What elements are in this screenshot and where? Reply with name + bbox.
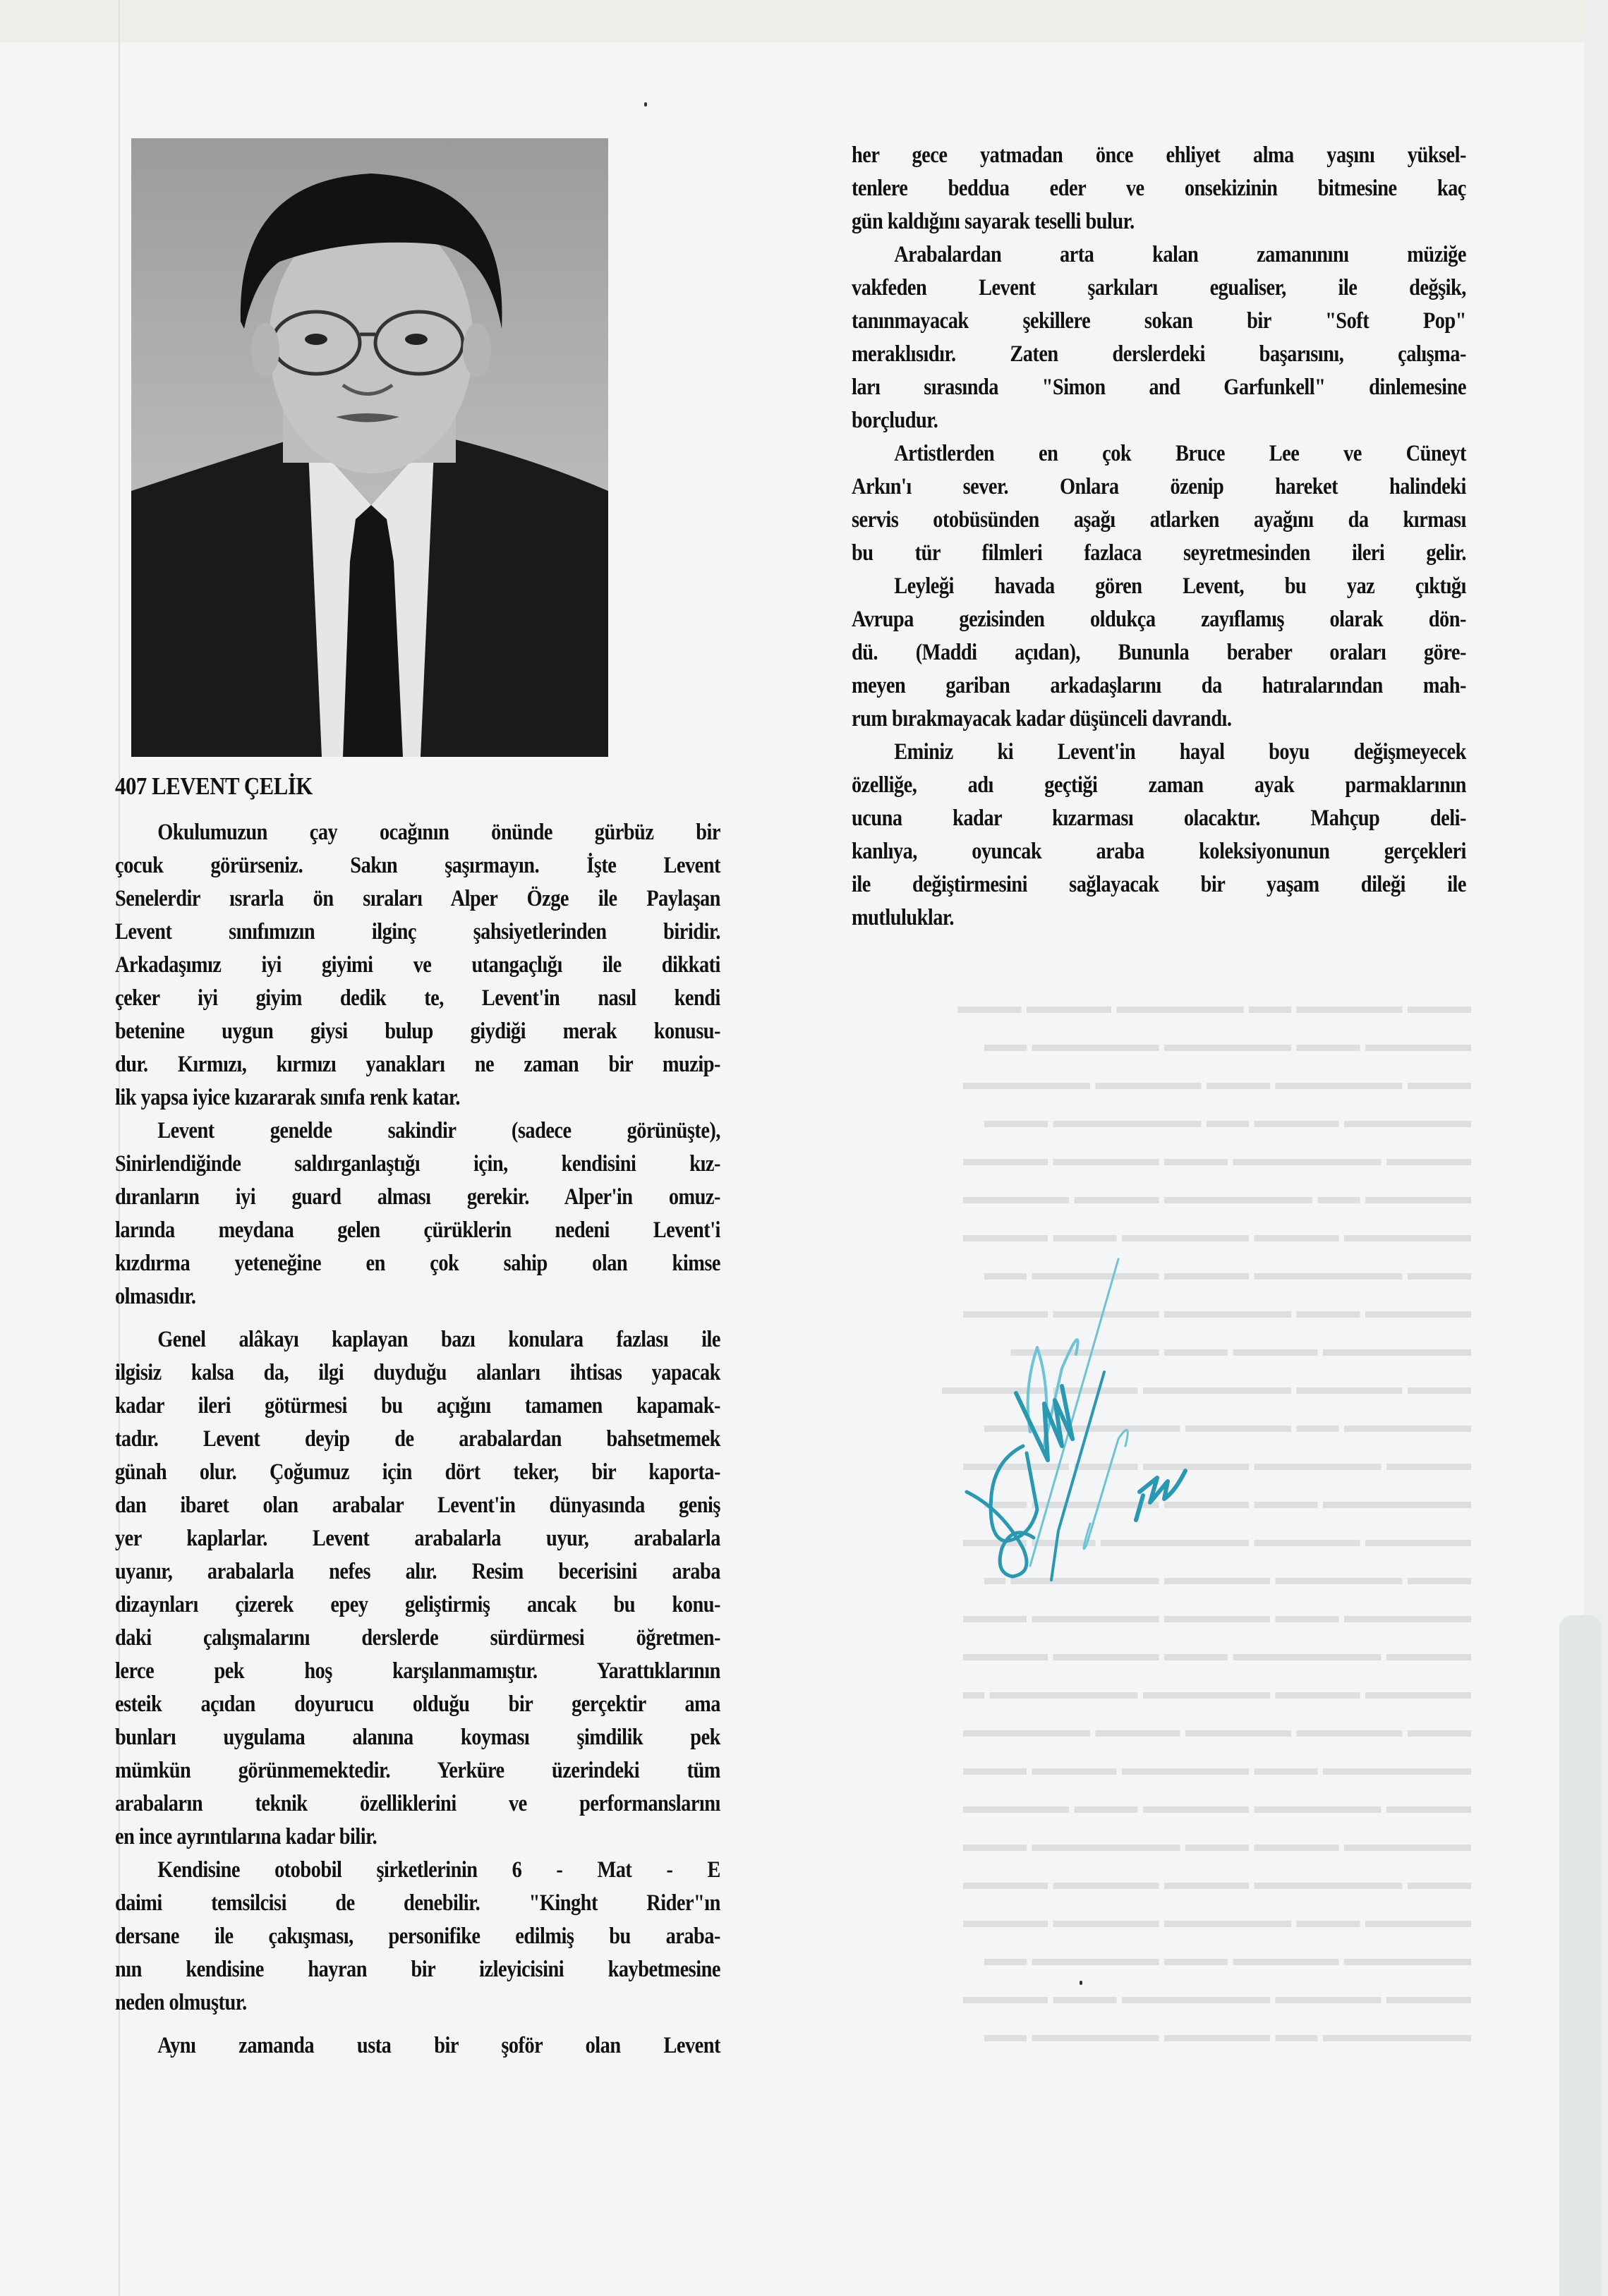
text-line: Levent genelde sakindir (sadece görünüşte), (157, 1118, 720, 1143)
text-line: Leyleği havada gören Levent, bu yaz çıktığı (894, 573, 1466, 599)
text-line: tadır. Levent deyip de arabalardan bahsetmemek (115, 1426, 720, 1452)
text-line: en ince ayrıntılarına kadar bilir. (115, 1824, 377, 1849)
signature-stroke (1084, 1430, 1128, 1549)
text-line: ilgisiz kalsa da, ilgi duyduğu alanları ihtisas yapacak (115, 1360, 720, 1385)
text-line: borçludur. (852, 408, 938, 433)
text-line: servis otobüsünden aşağı atlarken ayağını da kırması (852, 507, 1466, 533)
paragraph-gap (115, 2019, 722, 2029)
text-line: mümkün görünmemektedir. Yerküre üzerindeki tüm (115, 1758, 720, 1783)
text-line: özelliğe, adı geçtiği zaman ayak parmaklarının (852, 772, 1466, 798)
text-line: lerce pek hoş karşılanmamıştır. Yarattıklarının (115, 1658, 720, 1684)
signature-stroke (1136, 1471, 1185, 1520)
text-line: Sinirlendiğinde saldırganlaştığı için, kendisini kız- (115, 1151, 720, 1177)
text-line: Arabalardan arta kalan zamanınını müziğe (894, 242, 1466, 267)
text-line: Artistlerden en çok Bruce Lee ve Cüneyt (894, 441, 1466, 466)
text-line: arabaların teknik özelliklerini ve performanslarını (115, 1791, 720, 1816)
text-line: kızdırma yeteneğine en çok sahip olan kimse (115, 1251, 720, 1276)
text-line: vakfeden Levent şarkıları egualiser, ile değşik, (852, 275, 1466, 300)
text-line: dur. Kırmızı, kırmızı yanakları ne zaman bir muzip- (115, 1052, 720, 1077)
text-line: nın kendisine hayran bir izleyicisini kaybetmesine (115, 1957, 720, 1982)
text-line: meyen gariban arkadaşlarını da hatıralarından mah- (852, 673, 1466, 698)
text-line: lik yapsa iyice kızararak sınıfa renk katar. (115, 1085, 460, 1110)
text-line: Aynı zamanda usta bir şoför olan Levent (157, 2033, 720, 2058)
text-line: dıranların iyi guard alması gerekir. Alper'in omuz- (115, 1184, 720, 1210)
text-line: meraklısıdır. Zaten derslerdeki başarısını, çalışma- (852, 341, 1466, 367)
text-line: Okulumuzun çay ocağının önünde gürbüz bir (157, 820, 720, 845)
text-line: rum bırakmayacak kadar düşünceli davrandı. (852, 706, 1232, 731)
text-line: Arkadaşımız iyi giyimi ve utangaçlığı ile dikkati (115, 952, 720, 978)
handwritten-signature (938, 1227, 1249, 1594)
text-line: çocuk görürseniz. Sakın şaşırmayın. İşte Levent (115, 853, 720, 878)
text-line: günah olur. Çoğumuz için dört teker, bir kaporta- (115, 1459, 720, 1485)
text-line: gün kaldığını sayarak teselli bulur. (852, 209, 1135, 234)
text-line: mutluluklar. (852, 905, 954, 930)
text-line: Senelerdir ısrarla ön sıraları Alper Özge ile Paylaşan (115, 886, 720, 911)
page-top-tint (0, 0, 1608, 42)
text-line: Arkın'ı sever. Onlara özenip hareket halindeki (852, 474, 1466, 499)
portrait-illustration (131, 138, 608, 757)
text-line: ucuna kadar kızarması olacaktır. Mahçup deli- (852, 806, 1466, 831)
text-line: bu tür filmleri fazlaca seyretmesinden ileri gelir. (852, 540, 1466, 566)
show-through-text: ▬▬▬ ▬▬▬▬▬ ▬▬ ▬▬▬▬▬▬ ▬▬▬▬ ▬▬▬ ▬▬▬▬▬ ▬▬▬ ▬▬▬▬▬▬ ▬▬▬▬▬▬ ▬▬ ▬▬▬ ▬▬▬▬▬▬ ▬▬▬ ▬▬▬▬▬ ▬▬▬▬▬▬ ▬▬▬▬▬▬ ▬▬▬▬ ▬▬ ▬▬▬▬▬▬▬ ▬▬▬ ▬▬▬▬ ▬▬▬▬▬▬▬ ▬▬▬ ▬▬▬▬▬ ▬▬▬▬ ▬▬▬▬▬ ▬▬ ▬▬▬▬▬▬▬ ▬▬▬▬ ▬▬▬▬▬ ▬▬▬▬▬▬ ▬▬▬▬ ▬▬▬▬▬▬ ▬▬▬ ▬▬▬▬ ▬▬▬ ▬▬▬▬▬▬▬ ▬▬▬▬ ▬▬▬▬▬▬ ▬▬ ▬▬▬▬▬ ▬▬▬ ▬▬▬▬▬▬ ▬▬▬▬▬ ▬▬▬▬ ▬▬▬▬▬▬▬ ▬▬▬▬ ▬▬▬ ▬▬▬▬▬▬▬ ▬▬▬ ▬▬▬▬▬ ▬▬▬▬▬▬▬ ▬▬▬▬ ▬▬▬▬▬ ▬▬▬▬▬▬ ▬▬ ▬▬▬▬▬ ▬▬▬▬▬▬ ▬▬▬ ▬▬▬▬ ▬▬▬▬▬▬ ▬▬▬▬▬ ▬▬▬ ▬▬▬▬▬ ▬▬▬▬▬▬▬ ▬▬▬ ▬▬▬▬ ▬▬▬▬▬▬ ▬▬ ▬▬▬▬▬ ▬▬▬▬▬ ▬▬▬▬▬▬▬ ▬▬▬ ▬▬▬ ▬▬▬ ▬▬▬▬▬▬ ▬▬▬▬▬ ▬▬▬▬▬▬▬ ▬ ▬▬▬▬▬▬ ▬▬▬ ▬▬▬▬▬ ▬▬▬▬▬▬ ▬▬▬ ▬▬▬▬ ▬▬▬▬▬▬▬ ▬▬▬ ▬▬▬▬▬ ▬▬▬▬ ▬▬▬▬▬ ▬▬▬▬ ▬▬▬▬▬▬ ▬▬▬▬▬▬▬ ▬ ▬▬▬ ▬▬▬▬▬ ▬▬▬▬▬ ▬▬▬▬ ▬▬▬▬▬▬ ▬▬▬▬▬▬▬ ▬▬▬ ▬▬▬▬▬▬ ▬▬▬▬ ▬▬▬ ▬▬▬▬ ▬▬▬▬▬▬ ▬▬▬▬▬ ▬▬▬ ▬▬▬▬▬ ▬▬▬▬▬▬ ▬▬▬▬ ▬▬▬ ▬▬▬▬▬▬▬ ▬▬▬ ▬▬▬ ▬▬▬▬▬▬▬ ▬▬▬▬ ▬▬▬▬▬ ▬▬▬▬ ▬▬▬▬▬ ▬▬▬ ▬▬▬▬▬▬ ▬▬▬▬▬ ▬▬▬▬ ▬▬▬▬▬▬ ▬▬▬▬▬ ▬▬▬ ▬▬▬▬▬▬ ▬▬ ▬▬▬▬ ▬▬▬▬▬ ▬▬▬▬▬▬▬ ▬▬▬ ▬▬▬▬ ▬▬▬▬▬▬▬ ▬▬ ▬▬▬▬▬ ▬▬▬▬▬▬ ▬▬ (942, 995, 1471, 2046)
text-line: bunları uygulama alanına koyması şimdilik pek (115, 1725, 720, 1750)
text-line: dü. (Maddi açıdan), Bununla beraber oraları göre- (852, 640, 1466, 665)
text-line: dan ibaret olan arabalar Levent'in dünyasında geniş (115, 1493, 720, 1518)
signature-stroke (967, 1492, 1034, 1577)
paragraph-gap (115, 1313, 722, 1323)
text-line: larında meydana gelen çürüklerin nedeni Levent'i (115, 1217, 720, 1243)
text-line: kadar ileri götürmesi bu açığını tamamen kapamak- (115, 1393, 720, 1419)
text-line: Eminiz ki Levent'in hayal boyu değişmeyecek (894, 739, 1466, 765)
text-line: olmasıdır. (115, 1284, 196, 1309)
portrait-photo (131, 138, 608, 757)
text-line: dizaynları çizerek epey geliştirmiş ancak bu konu- (115, 1592, 720, 1617)
text-line: uyanır, arabalarla nefes alır. Resim becerisini araba (115, 1559, 720, 1584)
text-line: çeker iyi giyim dedik te, Levent'in nasıl kendi (115, 985, 720, 1011)
text-line: daimi temsilcisi de denebilir. "Kinght Rider"ın (115, 1890, 720, 1916)
text-line: Avrupa gezisinden oldukça zayıflamış olarak dön- (852, 607, 1466, 632)
text-line: neden olmuştur. (115, 1990, 247, 2015)
binder-strip (1559, 1615, 1602, 2296)
text-line: esteik açıdan doyurucu olduğu bir gerçektir ama (115, 1691, 720, 1717)
right-column-text (852, 139, 1468, 935)
text-line: ile değiştirmesini sağlayacak bir yaşam dileği ile (852, 872, 1466, 897)
text-line: daki çalışmalarını derslerde sürdürmesi öğretmen- (115, 1625, 720, 1651)
text-line: her gece yatmadan önce ehliyet alma yaşını yüksel- (852, 142, 1466, 168)
speck (644, 102, 647, 107)
signature-stroke (991, 1446, 1037, 1541)
left-column-text (115, 816, 722, 2063)
text-line: yer kaplarlar. Levent arabalarla uyur, arabalarla (115, 1526, 720, 1551)
text-line: Levent sınıfımızın ilginç şahsiyetlerinden biridir. (115, 919, 720, 944)
student-name-heading: 407 LEVENT ÇELİK (115, 772, 313, 800)
text-line: Kendisine otobobil şirketlerinin 6 - Mat - E (157, 1857, 720, 1883)
text-line: betenine uygun giysi bulup giydiği merak konusu- (115, 1019, 720, 1044)
text-line: tanınmayacak şekillere sokan bir "Soft Pop" (852, 308, 1466, 334)
text-line: Genel alâkayı kaplayan bazı konulara fazlası ile (157, 1327, 720, 1352)
text-line: tenlere beddua eder ve onsekizinin bitmesine kaç (852, 176, 1466, 201)
text-line: dersane ile çakışması, personifike edilmiş bu araba- (115, 1924, 720, 1949)
text-line: ları sırasında "Simon and Garfunkell" dinlemesine (852, 375, 1466, 400)
text-line: kanlıya, oyuncak araba koleksiyonunun gerçekleri (852, 839, 1466, 864)
